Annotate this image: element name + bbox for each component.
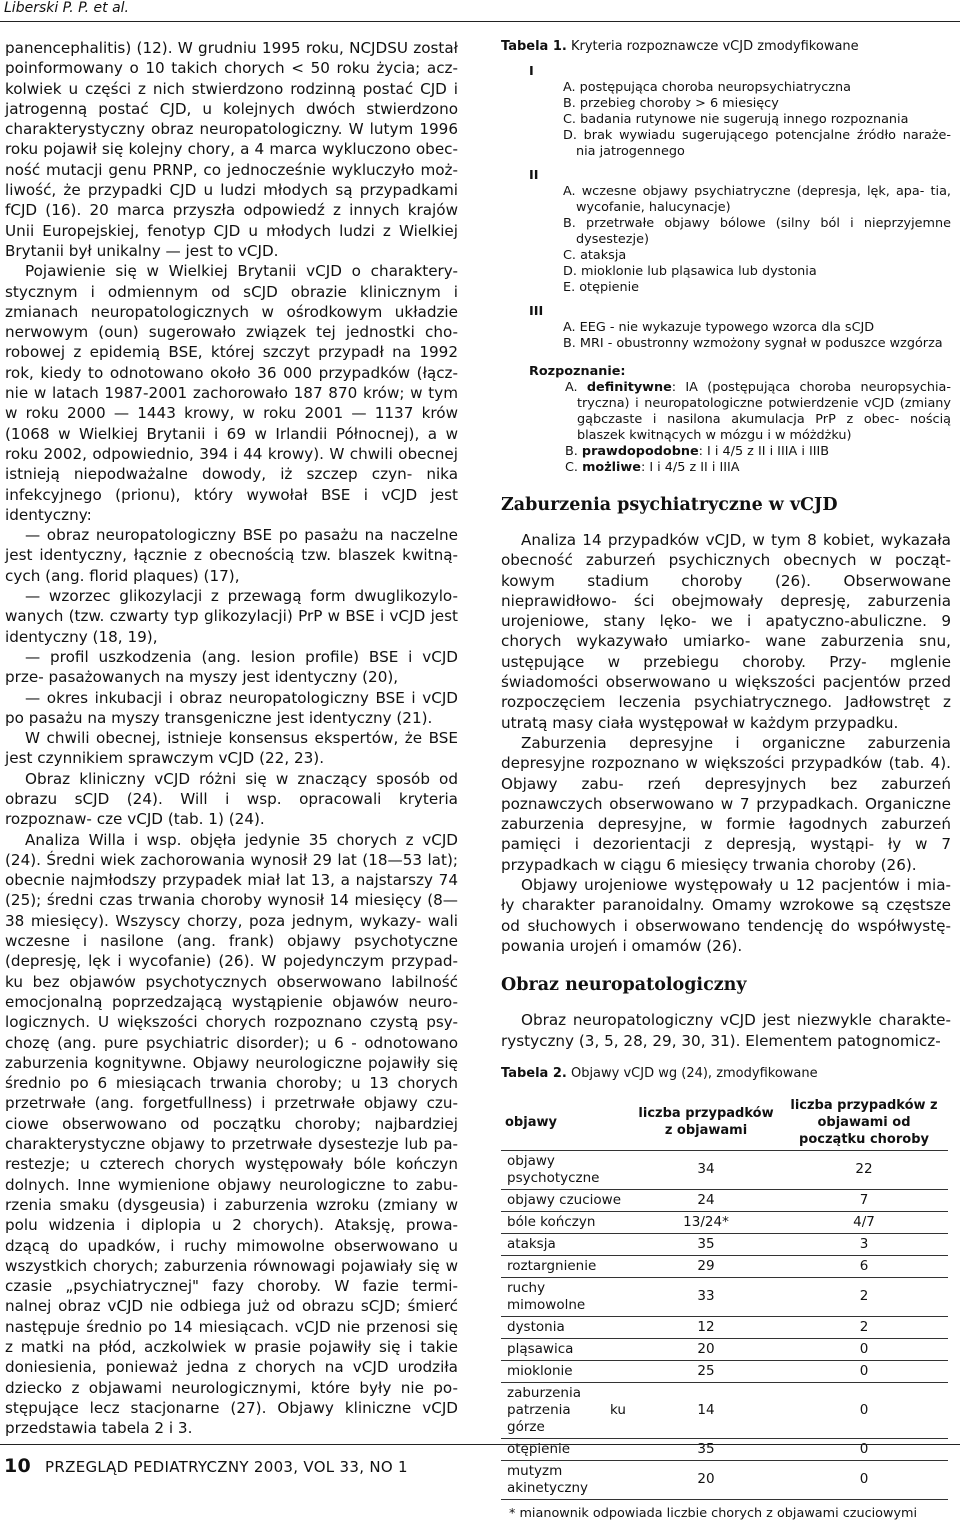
count-cell: 13/24*	[632, 1211, 780, 1233]
diagnosis-item-rest: : I i 4/5 z II i IIIA i IIIB	[698, 444, 830, 459]
criteria-item: C. ataksja	[563, 248, 627, 263]
symptom-cell: objawy czuciowe	[501, 1189, 632, 1211]
count-cell: 0	[780, 1338, 948, 1360]
table-row	[501, 1316, 948, 1338]
paragraph: Pojawienie się w Wielkiej Brytanii vCJD o charaktery- stycznym i odmiennym od sCJD obrazie klinicznym i zmianach neuropatologicznych w ośrodkowym układzie nerwowym (oun) sugerowało związek tej jednostki cho- robowej z epidemią BSE, której szczyt przypadł na 1992 rok, kiedy to odnotowano około 36 000 przypadków (łącz- nie w latach 1987-2001 zachorowało 187 870 krów; w tym w roku 2000 — 1443 krowy, w roku 2001 — 1137 krów (1068 w Wielkiej Brytanii i 69 w Irlandii Północnej), a w roku 2002, odpowiednio, 394 i 44 krowy). W chwili obecnej istnieją niepodważalne dowody, iż szczep czyn- nika infekcyjnego (prionu), który wywołał BSE i vCJD jest identyczny:	[5, 262, 458, 524]
count-cell: 0	[780, 1360, 948, 1382]
diagnosis-item	[501, 460, 951, 476]
criteria-item: A. postępująca choroba neuropsychiatryczna	[563, 80, 851, 95]
table-2	[501, 1095, 948, 1500]
symptom-cell: zaburzenia patrzenia ku górze	[501, 1382, 632, 1438]
count-cell: 34	[632, 1150, 780, 1189]
table-1	[501, 64, 951, 352]
paragraph: Obraz kliniczny vCJD różni się w znaczący sposób od obrazu sCJD (24). Will i wsp. opracowali kryteria rozpoznaw- cze vCJD (tab. 1) (24).	[5, 769, 458, 829]
table-1-caption	[501, 38, 951, 56]
running-head-text: Liberski P. P. et al.	[4, 0, 129, 16]
table-row	[501, 1189, 948, 1211]
table-header-row	[501, 1095, 948, 1151]
diagnosis-item-prefix: B.	[565, 444, 582, 459]
symptom-cell: ataksja	[501, 1233, 632, 1255]
count-cell: 7	[780, 1189, 948, 1211]
criteria-group-numeral: I	[529, 64, 534, 79]
criteria-item: B. przetrwałe objawy bólowe (silny ból i nieprzyjemne dysestezje)	[563, 216, 951, 247]
criteria-item: B. przebieg choroby > 6 miesięcy	[563, 96, 779, 111]
criteria-group-numeral: III	[529, 304, 544, 319]
table-row	[501, 1382, 948, 1438]
diagnosis-item-bold: możliwe	[582, 460, 641, 475]
paragraph: W chwili obecnej, istnieje konsensus ekspertów, że BSE jest czynnikiem sprawczym vCJD (22, 23).	[5, 729, 458, 768]
table-footnote: * mianownik odpowiada liczbie chorych z objawami czuciowymi	[509, 1505, 918, 1521]
journal-name: PRZEGLĄD PEDIATRYCZNY 2003, VOL 33, NO 1	[45, 1458, 408, 1476]
right-column	[501, 38, 951, 1524]
symptom-cell: roztargnienie	[501, 1255, 632, 1277]
criteria-group	[501, 168, 951, 296]
diagnosis-item-rest: : I i 4/5 z II i IIIA	[640, 460, 740, 475]
count-cell: 22	[780, 1150, 948, 1189]
diagnosis-item-bold: prawdopodobne	[581, 444, 699, 459]
count-cell: 29	[632, 1255, 780, 1277]
table-row	[501, 1233, 948, 1255]
criteria-group	[501, 304, 951, 352]
criteria-item: D. brak wywiadu sugerującego potencjalne źródło naraże- nia jatrogennego	[563, 128, 951, 159]
paragraph: Analiza 14 przypadków vCJD, w tym 8 kobiet, wykazała obecność zaburzeń psychicznych obecnych w począt- kowym stadium choroby (26). Obserwowane nieprawidłowo- ści obejmowały depresję, zaburzenia urojeniowe, stany lęko- we i apatyczno-abuliczne. 9 chorych wykazywało umiarko- wane zaburzenia snu, ustępujące w przebiegu choroby. Przy- mglenie świadomości obserwowano u większości pacjentów przed rozpoczęciem leczenia psychiatrycznego. Jadłowstręt z utratą masy ciała występował w każdym przypadku.	[501, 531, 951, 732]
running-head	[0, 0, 960, 22]
count-cell: 0	[780, 1460, 948, 1499]
diagnosis-item-rest: : IA (postępująca choroba neuropsychia- tryczna) i neuropatologiczne potwierdzenie vCJD (zmiany gąbczaste i nasilona akumulacja PrP z obec- nością blaszek kwitnących w mózgu i w móżdżku)	[577, 380, 951, 443]
left-column	[5, 38, 458, 1438]
count-cell: 33	[632, 1277, 780, 1316]
diagnosis-item	[501, 444, 951, 460]
diagnosis-label: Rozpoznanie:	[529, 364, 626, 379]
diagnosis-item	[501, 380, 951, 444]
paragraph: panencephalitis) (12). W grudniu 1995 roku, NCJDSU został poinformowany o 10 takich chorych < 50 roku życia; acz- kolwiek u części z nich stwierdzono rodzinną postać CJD i jatrogenną postać CJD, u kolejnych dwóch stwierdzono charakterystyczny obraz neuropatologiczny. W lutym 1996 roku pojawił się kolejny chory, a 4 marca wykluczono obec- ność mutacji genu PRNP, co jednocześnie wykluczyło moż- liwość, że przypadki CJD u ludzi młodych są przypadkami fCJD (16). 20 marca przyszła odpowiedź z innych krajów Unii Europejskiej, fenotyp CJD u młodych ludzi z Wielkiej Brytanii był unikalny — jest to vCJD.	[5, 39, 458, 260]
count-cell: 24	[632, 1189, 780, 1211]
count-cell: 0	[780, 1438, 948, 1460]
count-cell: 3	[780, 1233, 948, 1255]
list-item: — obraz neuropatologiczny BSE po pasażu na naczelne jest identyczny, łącznie z obecnością tzw. blaszek kwitną- cych (ang. florid plaques) (17),	[5, 526, 458, 585]
table-2-caption	[501, 1065, 951, 1083]
count-cell: 35	[632, 1438, 780, 1460]
table-row	[501, 1150, 948, 1189]
page-footer	[0, 1444, 960, 1477]
symptom-cell: objawy psychotyczne	[501, 1150, 632, 1189]
symptom-cell: mutyzm akinetyczny	[501, 1460, 632, 1499]
count-cell: 25	[632, 1360, 780, 1382]
table-row	[501, 1338, 948, 1360]
count-cell: 20	[632, 1460, 780, 1499]
caption-text: Kryteria rozpoznawcze vCJD zmodyfikowane	[566, 39, 859, 54]
count-cell: 35	[632, 1233, 780, 1255]
column-header: objawy	[501, 1095, 632, 1151]
table-row	[501, 1211, 948, 1233]
caption-text: Objawy vCJD wg (24), zmodyfikowane	[566, 1065, 818, 1081]
symptom-cell: bóle kończyn	[501, 1211, 632, 1233]
paragraph: Obraz neuropatologiczny vCJD jest niezwykle charakte- rystyczny (3, 5, 28, 29, 30, 31). Elementem patognomicz-	[501, 1011, 951, 1050]
criteria-item: B. MRI - obustronny wzmożony sygnał w poduszce wzgórza	[563, 336, 943, 351]
count-cell: 2	[780, 1316, 948, 1338]
list-item: — okres inkubacji i obraz neuropatologiczny BSE i vCJD po pasażu na myszy transgeniczne jest identyczny (21).	[5, 688, 458, 727]
paragraph: Analiza Willa i wsp. objęła jedynie 35 chorych z vCJD (24). Średni wiek zachorowania wynosił 29 lat (18—53 lat); obecnie najmłodszy przypadek miał lat 13, a najstarszy 74 (25); średni czas trwania choroby wynosił 14 miesięcy (8—38 miesięcy). Wszyscy chorzy, poza jednym, wykazy- wali wczesne i nasilone (ang. frank) objawy psychotyczne (depresję, lęk i wycofanie) (26). W pojedynczym przypad- ku bez objawów psychotycznych obserwowano labilność emocjonalną poprzedzającą wystąpienie objawów neuro- logicznych. U większości chorych rozpoznano czystą psy- chozę (ang. pure psychiatric disorder); u 6 - odnotowano zaburzenia kognitywne. Objawy neurologiczne pojawiły się średnio po 6 miesiącach trwania choroby; u 13 chorych przetrwałe (ang. forgetfullness) i przetrwałe objawy czu- ciowe obserwowano od początku choroby; najbardziej charakterystyczne objawy to przetrwałe dysestezje lub pa- restezje; u czterech chorych występowały bóle kończyn dolnych. Inne wymienione objawy neurologiczne to zabu- rzenia smaku (dysgeusia) i zaburzenia wzroku (zmiany w polu widzenia i diplopia u 2 chorych). Ataksję, prowa- dzącą do upadków, i ruchy mimowolne obserwowano u wszystkich chorych; zaburzenia równowagi pojawiały się w czasie „psychiatrycznej" fazy choroby. W fazie termi- nalnej obraz vCJD nie odbiega już od obrazu sCJD; śmierć następuje średnio po 14 miesiącach. vCJD nie przenosi się z matki na płód, aczkolwiek w prasie pojawiły się i takie doniesienia, ponieważ jedna z chorych na vCJD urodziła dziecko z objawami neurologicznymi, które były nie po- stępujące lecz stacjonarne (27). Objawy kliniczne vCJD przedstawia tabela 2 i 3.	[5, 830, 458, 1438]
diagnosis-item-prefix: C.	[565, 460, 583, 475]
criteria-item: E. otępienie	[563, 280, 640, 295]
count-cell: 0	[780, 1382, 948, 1438]
diagnosis-item-prefix: A.	[565, 380, 587, 395]
caption-label: Tabela 2.	[501, 1065, 567, 1081]
count-cell: 6	[780, 1255, 948, 1277]
list-item: — profil uszkodzenia (ang. lesion profile) BSE i vCJD prze- pasażowanych na myszy jest identyczny (20),	[5, 647, 458, 687]
criteria-item: A. wczesne objawy psychiatryczne (depresja, lęk, apa- tia, wycofanie, halucynacje)	[563, 184, 951, 215]
criteria-group	[501, 64, 951, 160]
caption-label: Tabela 1.	[501, 39, 567, 54]
paragraph: Zaburzenia depresyjne i organiczne zaburzenia depresyjne rozpoznano w większości przypadków (tab. 4). Objawy zabu- rzeń depresyjnych bez zaburzeń poznawczych obserwowano w 7 przypadkach. Organiczne zaburzenia depresyjne, w formie łagodnych zaburzeń pamięci i dezorientacji z depresją, wystąpi- ły w 7 przypadkach w ciągu 6 miesięcy trwania choroby (26).	[501, 733, 951, 874]
symptom-cell: pląsawica	[501, 1338, 632, 1360]
count-cell: 20	[632, 1338, 780, 1360]
criteria-item: C. badania rutynowe nie sugerują innego rozpoznania	[563, 112, 909, 127]
table-row	[501, 1255, 948, 1277]
count-cell: 4/7	[780, 1211, 948, 1233]
symptom-cell: ruchy mimowolne	[501, 1277, 632, 1316]
paragraph: Objawy urojeniowe występowały u 12 pacjentów i mia- ły charakter paranoidalny. Omamy wzrokowe są częstsze od słuchowych i obserwowano tendencję do współwystę- powania urojeń i omamów (26).	[501, 876, 951, 955]
table-row	[501, 1277, 948, 1316]
section-heading: Obraz neuropatologiczny	[501, 975, 747, 996]
column-header: liczba przypadków z objawami od początku choroby	[780, 1095, 948, 1151]
criteria-item: A. EEG - nie wykazuje typowego wzorca dla sCJD	[563, 320, 875, 335]
count-cell: 12	[632, 1316, 780, 1338]
symptom-cell: dystonia	[501, 1316, 632, 1338]
symptom-cell: otępienie	[501, 1438, 632, 1460]
table-row	[501, 1360, 948, 1382]
section-heading: Zaburzenia psychiatryczne w vCJD	[501, 495, 838, 515]
diagnosis-block	[501, 364, 951, 476]
count-cell: 2	[780, 1277, 948, 1316]
page-number: 10	[4, 1455, 32, 1477]
list-item: — wzorzec glikozylacji z przewagą form dwuglikozylo- wanych (tzw. czwarty typ glikozylacji) PrP w BSE i vCJD jest identyczny (18, 19),	[5, 587, 458, 646]
diagnosis-item-bold: definitywne	[586, 380, 672, 395]
count-cell: 14	[632, 1382, 780, 1438]
criteria-item: D. mioklonie lub pląsawica lub dystonia	[563, 264, 817, 279]
symptom-cell: mioklonie	[501, 1360, 632, 1382]
criteria-group-numeral: II	[529, 168, 539, 183]
column-header: liczba przypadków z objawami	[632, 1095, 780, 1151]
